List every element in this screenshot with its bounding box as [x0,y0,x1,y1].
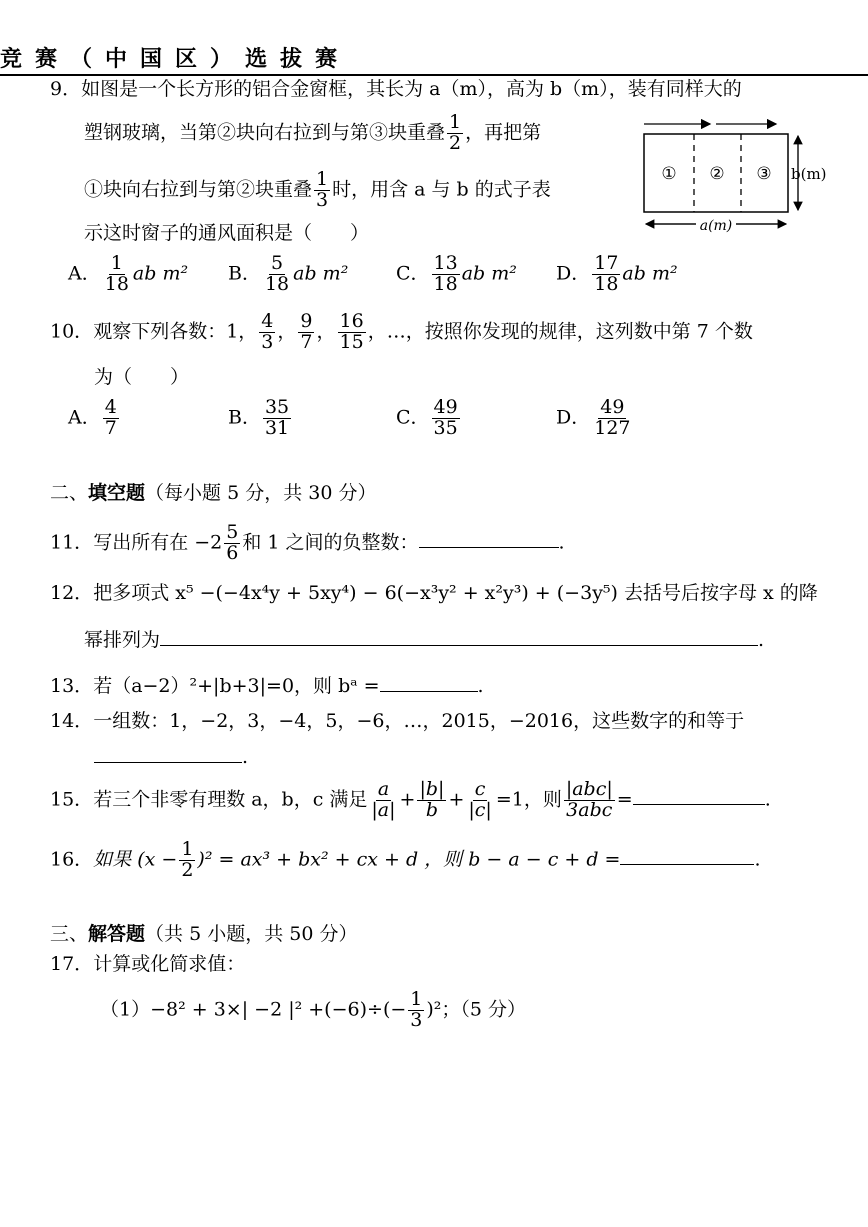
q9-line2 [84,113,541,154]
q9-option-a: A． $\frac{1}{18}$ ab m² [68,252,189,295]
q16: 16．如果 (x − $\frac{1}{2}$ )² = ax³ + bx² + cx + d ，则 b − a − c + d = . [50,838,761,881]
section-2-heading: 二、填空题（每小题 5 分，共 30 分） [50,482,377,504]
q11: 11．写出所有在 −2 $\frac{5}{6}$ 和 1 之间的负整数： . [50,521,565,564]
q9-text-4: 示这时窗子的通风面积是（ ） [84,222,370,244]
pane-3-label: ③ [756,164,772,184]
pane-1-label: ① [661,164,677,184]
width-label: a(m) [699,218,733,234]
q10-option-c: C． $\frac{49}{35}$ [396,396,458,439]
q17-stem: 17．计算或化简求值： [50,953,246,975]
q9-option-c: C． $\frac{13}{18}$ ab m² [396,252,517,295]
q10-number: 10． [50,320,94,343]
q13: 13．若（a−2）²+|b+3|=0，则 bᵃ = . [50,675,484,697]
q9-text-2b: ，再把第 [465,121,542,144]
q12-answer-blank [160,627,758,646]
q9-text-3b: 时，用含 a 与 b 的式子表 [332,178,551,201]
height-label: b(m) [791,165,827,183]
q10-line1: 10．观察下列各数：1， $\frac{4}{3}$ ， $\frac{9}{7}$ ， $\frac{16}{15}$ ，…，按照你发现的规律，这列数中第 7 个数 [50,310,753,353]
q10-option-a: A． $\frac{4}{7}$ [68,396,117,439]
q9-text-3a: ①块向右拉到与第②块重叠 [84,178,313,201]
q9-option-d: D． $\frac{17}{18}$ ab m² [556,252,678,295]
q10-frac-1: $\frac{4}{3}$ [261,310,274,353]
q10-frac-2: $\frac{9}{7}$ [300,310,313,353]
q10-line2: 为（ ） [94,366,190,388]
q9-line4 [84,224,369,243]
q14-answer-blank [94,744,242,763]
section-3-heading: 三、解答题（共 5 小题，共 50 分） [50,923,358,945]
q14-line1: 14．一组数：1，−2，3，−4，5，−6，…，2015，−2016，这些数字的和等于 [50,710,745,732]
q11-answer-blank [419,529,559,548]
q15-answer-blank [633,786,765,805]
q17-part1: （1）−8² + 3×| −2 |² +(−6)÷(− $\frac{1}{3}$ )²；（5 分） [100,988,527,1031]
q9-fraction-third: $\frac{1}{3}$ [316,168,329,211]
q16-answer-blank [620,846,754,865]
q9-number: 9． [50,78,82,100]
header-rule [0,74,868,76]
q9-text-2a: 塑钢玻璃，当第②块向右拉到与第③块重叠 [84,121,446,144]
q9-line3 [84,170,551,211]
header-title: 竞赛（中国区）选拔赛 [0,46,351,72]
q12-line1: 12．把多项式 x⁵ −(−4x⁴y + 5xy⁴) − 6(−x³y² + x²y³) + (−3y⁵) 去括号后按字母 x 的降 [50,582,818,604]
q9-text-1: 如图是一个长方形的铝合金窗框，其长为 a（m），高为 b（m），装有同样大的 [81,78,742,100]
q10-frac-3: $\frac{16}{15}$ [339,310,364,353]
q12-line2: 幂排列为 . [84,629,765,651]
q13-answer-blank [380,673,478,692]
page-header [0,40,868,78]
q10-option-b: B． $\frac{35}{31}$ [228,396,290,439]
pane-2-label: ② [709,164,725,184]
window-frame-diagram [636,112,836,238]
q15: 15．若三个非零有理数 a，b，c 满足 $\frac{a}{|a|}$ + $\frac{|b|}{b}$ + $\frac{c}{|c|}$ =1，则 $\frac{\text{|abc|}}{\text{3abc}}$ = . [50,778,771,821]
q9-fraction-half: $\frac{1}{2}$ [449,111,462,154]
q14-line2: . [94,744,248,767]
q10-option-d: D． $\frac{49}{127}$ [556,396,631,439]
q9-line1 [50,80,742,99]
q9-option-b: B． $\frac{5}{18}$ ab m² [228,252,349,295]
